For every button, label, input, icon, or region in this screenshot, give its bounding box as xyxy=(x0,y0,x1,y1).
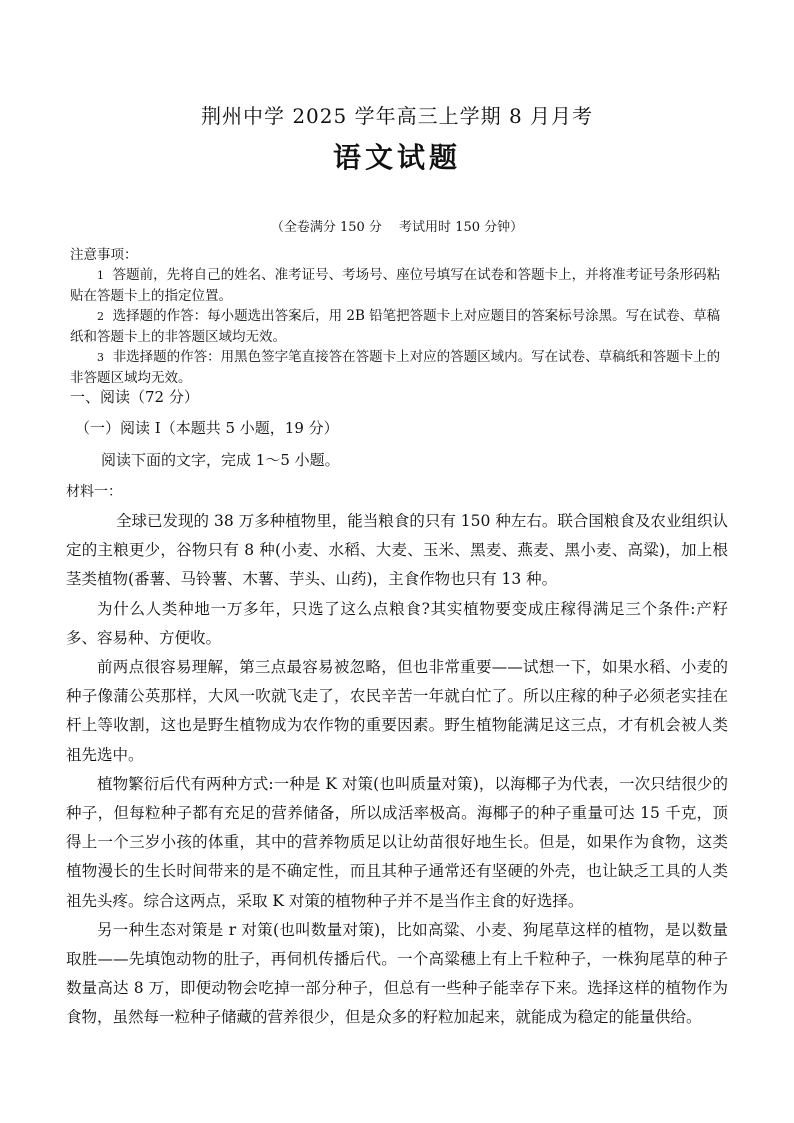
note-text: 答题前，先将自己的姓名、准考证号、考场号、座位号填写在试卷和答题卡上，并将准考证号条形码粘贴在答题卡上的指定位置。 xyxy=(70,267,721,304)
note-text: 非选择题的作答：用黑色签字笔直接答在答题卡上对应的答题区域内。写在试卷、草稿纸和答题卡上的非答题区域均无效。 xyxy=(70,349,721,386)
note-item-1 xyxy=(70,265,725,306)
passage-paragraph: 全球已发现的 38 万多种植物里，能当粮食的只有 150 种左右。联合国粮食及农业组织认定的主粮更少，谷物只有 8 种(小麦、水稻、大麦、玉米、黑麦、燕麦、黑小麦、高粱)，加上根茎类植物(番薯、马铃薯、木薯、芋头、山药)，主食作物也只有 13 种。 xyxy=(66,512,728,589)
note-item-2 xyxy=(70,306,725,347)
passage-paragraph: 为什么人类种地一万多年，只选了这么点粮食?其实植物要变成庄稼得满足三个条件:产籽多、容易种、方便收。 xyxy=(66,599,728,647)
reading-one-heading: （一）阅读 I（本题共 5 小题，19 分） xyxy=(75,419,339,437)
exam-notes xyxy=(70,245,725,388)
exam-info: （全卷满分 150 分 考试用时 150 分钟） xyxy=(270,220,524,235)
notes-heading: 注意事项： xyxy=(70,247,138,263)
note-text: 选择题的作答：每小题选出答案后，用 2B 铅笔把答题卡上对应题目的答案标号涂黑。写在试卷、草稿纸和答题卡上的非答题区域均无效。 xyxy=(70,308,721,345)
passage-paragraph: 前两点很容易理解，第三点最容易被忽略，但也非常重要——试想一下，如果水稻、小麦的种子像蒲公英那样，大风一吹就飞走了，农民辛苦一年就白忙了。所以庄稼的种子必须老实挂在杆上等收割，这也是野生植物成为农作物的重要因素。野生植物能满足这三点，才有机会被人类祖先选中。 xyxy=(66,658,728,764)
material-label: 材料一： xyxy=(66,484,122,500)
note-number: 2 xyxy=(97,310,104,323)
passage-paragraph: 植物繁衍后代有两种方式:一种是 K 对策(也叫质量对策)，以海椰子为代表，一次只结很少的种子，但每粒种子都有充足的营养储备，所以成活率极高。海椰子的种子重量可达 15 千克，顶得上一个三岁小孩的体重，其中的营养物质足以让幼苗很好地生长。但是，如果作为食物，这类植物漫长的生长时间带来的是不确定性，而且其种子通常还有坚硬的外壳，也让缺乏工具的人类祖先头疼。综合这两点，采取 K 对策的植物种子并不是当作主食的好选择。 xyxy=(66,774,728,910)
exam-title: 荆州中学 2025 学年高三上学期 8 月月考 xyxy=(200,104,594,128)
part-one-heading: 一、阅读（72 分） xyxy=(70,388,199,406)
note-number: 1 xyxy=(97,269,104,282)
passage xyxy=(66,507,728,1033)
subject-title: 语文试题 xyxy=(332,141,461,174)
passage-paragraph: 另一种生态对策是 r 对策(也叫数量对策)，比如高粱、小麦、狗尾草这样的植物，是以数量取胜——先填饱动物的肚子，再伺机传播后代。一个高粱穗上有上千粒种子，一株狗尾草的种子数量高达 8 万，即便动物会吃掉一部分种子，但总有一些种子能幸存下来。选择这样的植物作为食物，虽然每一粒种子储藏的营养很少，但是众多的籽粒加起来，就能成为稳定的能量供给。 xyxy=(66,920,728,1027)
note-number: 3 xyxy=(97,351,104,364)
reading-instruction: 阅读下面的文字，完成 1～5 小题。 xyxy=(101,451,340,469)
note-item-3 xyxy=(70,347,725,388)
